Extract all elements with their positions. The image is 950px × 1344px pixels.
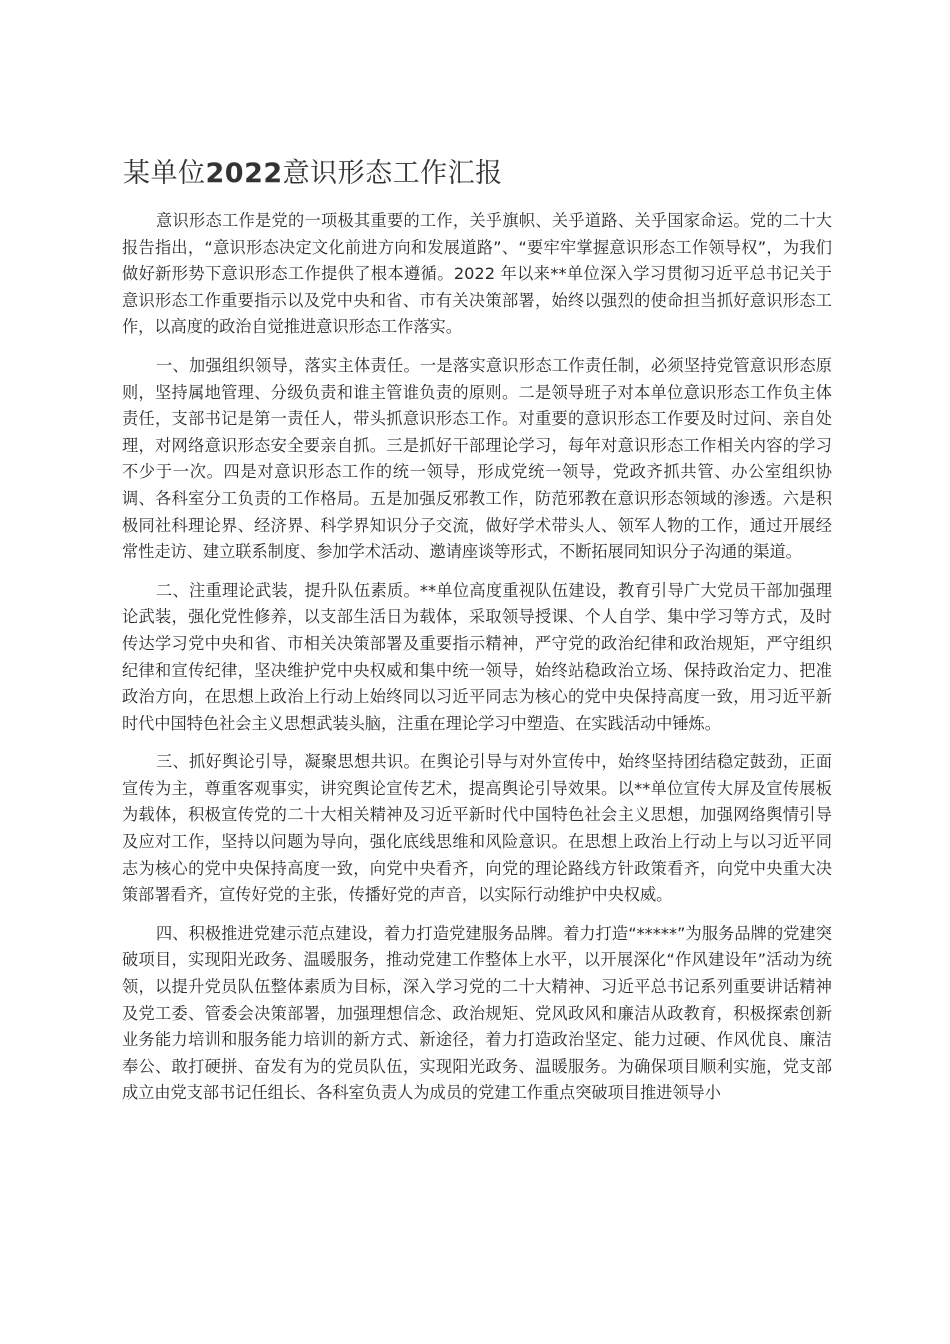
title-suffix: 意识形态工作汇报 <box>282 158 503 189</box>
document-body <box>122 208 832 1119</box>
paragraph-section-3: 三、抓好舆论引导，凝聚思想共识。在舆论引导与对外宣传中，始终坚持团结稳定鼓劲，正面宣传为主，尊重客观事实，讲究舆论宣传艺术，提高舆论引导效果。以**单位宣传大屏及宣传展板为载体，积极宣传党的二十大相关精神及习近平新时代中国特色社会主义思想，加强网络舆情引导及应对工作，坚持以问题为导向，强化底线思维和风险意识。在思想上政治上行动上与以习近平同志为核心的党中央保持高度一致，向党中央看齐，向党的理论路线方针政策看齐，向党中央重大决策部署看齐，宣传好党的主张，传播好党的声音，以实际行动维护中央权威。 <box>122 752 832 905</box>
document-title <box>123 154 503 194</box>
paragraph-intro: 意识形态工作是党的一项极其重要的工作，关乎旗帜、关乎道路、关乎国家命运。党的二十大报告指出，“意识形态决定文化前进方向和发展道路”、“要牢牢掌握意识形态工作领导权”，为我们做好新形势下意识形态工作提供了根本遵循。2022 年以来**单位深入学习贯彻习近平总书记关于意识形态工作重要指示以及党中央和省、市有关决策部署，始终以强烈的使命担当抓好意识形态工作，以高度的政治自觉推进意识形态工作落实。 <box>122 211 832 337</box>
paragraph-section-1: 一、加强组织领导，落实主体责任。一是落实意识形态工作责任制，必须坚持党管意识形态原则，坚持属地管理、分级负责和谁主管谁负责的原则。二是领导班子对本单位意识形态工作负主体责任，支部书记是第一责任人，带头抓意识形态工作。对重要的意识形态工作要及时过问、亲自处理，对网络意识形态安全要亲自抓。三是抓好干部理论学习，每年对意识形态工作相关内容的学习不少于一次。四是对意识形态工作的统一领导，形成党统一领导，党政齐抓共管、办公室组织协调、各科室分工负责的工作格局。五是加强反邪教工作，防范邪教在意识形态领域的渗透。六是积极同社科理论界、经济界、科学界知识分子交流，做好学术带头人、领军人物的工作，通过开展经常性走访、建立联系制度、参加学术活动、邀请座谈等形式，不断拓展同知识分子沟通的渠道。 <box>122 355 832 562</box>
title-prefix: 某单位 <box>123 158 206 189</box>
paragraph-section-4: 四、积极推进党建示范点建设，着力打造党建服务品牌。着力打造“*****”为服务品牌的党建突破项目，实现阳光政务、温暖服务，推动党建工作整体上水平，以开展深化“作风建设年”活动为统领，以提升党员队伍整体素质为目标，深入学习党的二十大精神、习近平总书记系列重要讲话精神及党工委、管委会决策部署，加强理想信念、政治规矩、党风政风和廉洁从政教育，积极探索创新业务能力培训和服务能力培训的新方式、新途径，着力打造政治坚定、能力过硬、作风优良、廉洁奉公、敢打硬拼、奋发有为的党员队伍，实现阳光政务、温暖服务。为确保项目顺利实施，党支部成立由党支部书记任组长、各科室负责人为成员的党建工作重点突破项目推进领导小 <box>122 923 832 1103</box>
paragraph-section-2: 二、注重理论武装，提升队伍素质。**单位高度重视队伍建设，教育引导广大党员干部加强理论武装，强化党性修养，以支部生活日为载体，采取领导授课、个人自学、集中学习等方式，及时传达学习党中央和省、市相关决策部署及重要指示精神，严守党的政治纪律和政治规矩，严守组织纪律和宣传纪律，坚决维护党中央权威和集中统一领导，始终站稳政治立场、保持政治定力、把准政治方向，在思想上政治上行动上始终同以习近平同志为核心的党中央保持高度一致，用习近平新时代中国特色社会主义思想武装头脑，注重在理论学习中塑造、在实践活动中锤炼。 <box>122 580 832 733</box>
title-year: 2022 <box>205 158 283 189</box>
